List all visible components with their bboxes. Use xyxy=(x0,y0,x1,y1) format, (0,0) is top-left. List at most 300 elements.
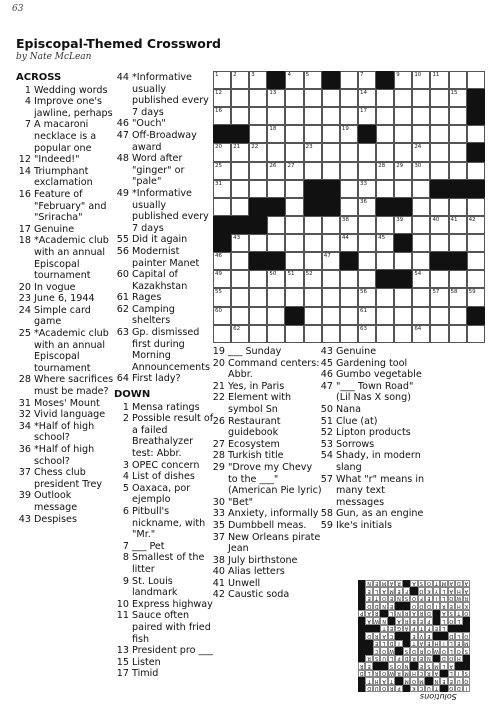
down-clues-column-3 xyxy=(318,346,428,532)
grid-cell[interactable] xyxy=(430,143,448,161)
solution-cell: M xyxy=(434,662,439,669)
grid-cell[interactable] xyxy=(467,234,485,252)
grid-cell[interactable] xyxy=(467,125,485,143)
grid-cell[interactable] xyxy=(340,89,358,107)
grid-cell[interactable] xyxy=(340,107,358,125)
clue-text: *Academic club with an annual Episcopal tournament xyxy=(34,328,109,374)
grid-cell[interactable] xyxy=(231,325,249,343)
cell-number: 41 xyxy=(450,216,458,223)
grid-cell[interactable] xyxy=(358,216,376,234)
clue-number: 15 xyxy=(116,656,129,668)
grid-cell[interactable] xyxy=(231,288,249,306)
clue-number: 14 xyxy=(18,165,31,177)
grid-cell[interactable] xyxy=(412,252,430,270)
grid-cell[interactable] xyxy=(449,325,467,343)
grid-cell[interactable] xyxy=(213,198,231,216)
grid-cell[interactable] xyxy=(358,252,376,270)
across-clue xyxy=(114,373,214,385)
down-clue xyxy=(318,358,428,370)
grid-cell[interactable] xyxy=(304,234,322,252)
solution-cell: O xyxy=(412,602,416,609)
solution-cell: I xyxy=(440,640,447,647)
grid-cell[interactable] xyxy=(340,288,358,306)
grid-cell[interactable] xyxy=(467,198,485,216)
solution-cell: N xyxy=(434,677,439,684)
across-clues-column-1 xyxy=(16,72,116,525)
clue-text: Genuine xyxy=(336,346,377,357)
grid-cell[interactable] xyxy=(394,288,412,306)
grid-cell[interactable] xyxy=(449,143,467,161)
across-clue xyxy=(16,282,116,294)
grid-cell[interactable] xyxy=(467,252,485,270)
grid-block xyxy=(376,71,394,89)
clue-text: Turkish title xyxy=(228,450,284,462)
grid-cell[interactable] xyxy=(322,252,340,270)
clue-number: 4 xyxy=(122,471,129,483)
solution-cell: R xyxy=(359,662,364,669)
grid-cell[interactable] xyxy=(285,288,303,306)
solution-cell: K xyxy=(463,602,470,609)
grid-cell[interactable] xyxy=(322,107,340,125)
grid-cell[interactable] xyxy=(358,180,376,198)
grid-cell[interactable] xyxy=(213,71,231,89)
grid-cell[interactable] xyxy=(376,325,394,343)
grid-cell[interactable] xyxy=(285,107,303,125)
grid-cell[interactable] xyxy=(304,270,322,288)
solution-cell: A xyxy=(433,670,440,677)
grid-cell[interactable] xyxy=(340,270,358,288)
grid-cell[interactable] xyxy=(430,89,448,107)
grid-cell[interactable] xyxy=(304,125,322,143)
grid-cell[interactable] xyxy=(213,325,231,343)
grid-cell[interactable] xyxy=(304,307,322,325)
grid-cell[interactable] xyxy=(322,89,340,107)
grid-cell[interactable] xyxy=(231,198,249,216)
grid-cell[interactable] xyxy=(358,89,376,107)
clue-text: Anxiety, informally xyxy=(228,508,319,520)
grid-cell[interactable] xyxy=(340,143,358,161)
grid-cell[interactable] xyxy=(340,198,358,216)
clue-text: Word after "ginger" or "pale" xyxy=(132,153,185,188)
grid-cell[interactable] xyxy=(340,162,358,180)
solution-cell: L xyxy=(365,670,372,677)
grid-cell[interactable] xyxy=(231,180,249,198)
grid-cell[interactable] xyxy=(267,325,285,343)
grid-block xyxy=(358,125,376,143)
grid-cell[interactable] xyxy=(231,252,249,270)
solution-cell: E xyxy=(425,595,432,602)
grid-cell[interactable] xyxy=(304,71,322,89)
grid-cell[interactable] xyxy=(430,234,448,252)
grid-cell[interactable] xyxy=(467,71,485,89)
grid-cell[interactable] xyxy=(412,307,430,325)
grid-cell[interactable] xyxy=(376,234,394,252)
down-clue xyxy=(318,416,428,428)
cell-number: 54 xyxy=(414,271,422,278)
grid-cell[interactable] xyxy=(249,143,267,161)
grid-cell[interactable] xyxy=(430,162,448,180)
grid-cell[interactable] xyxy=(412,89,430,107)
grid-block xyxy=(213,216,231,234)
solution-cell: Y xyxy=(433,587,440,594)
grid-cell[interactable] xyxy=(267,89,285,107)
down-clue xyxy=(114,599,214,611)
grid-cell[interactable] xyxy=(213,162,231,180)
grid-cell[interactable] xyxy=(449,107,467,125)
grid-cell[interactable] xyxy=(285,216,303,234)
grid-cell[interactable] xyxy=(267,270,285,288)
solution-cell: D xyxy=(367,602,372,609)
grid-cell[interactable] xyxy=(213,252,231,270)
grid-cell[interactable] xyxy=(322,325,340,343)
grid-cell[interactable] xyxy=(213,307,231,325)
grid-cell[interactable] xyxy=(304,162,322,180)
grid-cell[interactable] xyxy=(449,270,467,288)
cell-number: 11 xyxy=(432,72,440,78)
solution-cell: E xyxy=(388,602,395,609)
grid-cell[interactable] xyxy=(430,107,448,125)
grid-cell[interactable] xyxy=(412,198,430,216)
grid-cell[interactable] xyxy=(249,125,267,143)
clue-number: 31 xyxy=(18,397,31,409)
grid-cell[interactable] xyxy=(213,89,231,107)
solution-cell: A xyxy=(380,677,387,684)
solution-cell: R xyxy=(442,602,446,609)
grid-cell[interactable] xyxy=(358,288,376,306)
grid-cell[interactable] xyxy=(231,307,249,325)
clue-text: *Informative usually published every 7 days xyxy=(132,72,209,118)
grid-cell[interactable] xyxy=(213,107,231,125)
solution-cell: P xyxy=(395,685,402,692)
clue-number: 57 xyxy=(320,473,333,485)
grid-cell[interactable] xyxy=(322,216,340,234)
grid-cell[interactable] xyxy=(213,270,231,288)
grid-cell[interactable] xyxy=(376,162,394,180)
clue-text: Element with symbol Sn xyxy=(228,392,292,415)
grid-cell[interactable] xyxy=(430,71,448,89)
grid-cell[interactable] xyxy=(449,234,467,252)
grid-cell[interactable] xyxy=(231,270,249,288)
clue-text: Gp. dismissed first during Morning Announcements xyxy=(132,327,211,373)
grid-cell[interactable] xyxy=(412,143,430,161)
across-clue xyxy=(16,398,116,410)
grid-cell[interactable] xyxy=(430,307,448,325)
grid-cell[interactable] xyxy=(467,162,485,180)
grid-cell[interactable] xyxy=(449,307,467,325)
cell-number: 46 xyxy=(215,253,222,260)
grid-cell[interactable] xyxy=(430,270,448,288)
clue-text: "Ouch" xyxy=(132,118,166,130)
solution-cell: L xyxy=(388,655,395,662)
solution-cell: W xyxy=(374,617,380,624)
cell-number: 49 xyxy=(215,271,222,278)
grid-cell[interactable] xyxy=(285,143,303,161)
grid-cell[interactable] xyxy=(394,180,412,198)
grid-cell[interactable] xyxy=(267,288,285,306)
across-clue xyxy=(114,153,214,188)
grid-cell[interactable] xyxy=(449,71,467,89)
grid-cell[interactable] xyxy=(304,252,322,270)
grid-cell[interactable] xyxy=(249,288,267,306)
grid-cell[interactable] xyxy=(376,288,394,306)
grid-cell[interactable] xyxy=(394,143,412,161)
solution-cell: L xyxy=(448,640,455,647)
solution-cell: D xyxy=(456,580,461,587)
clue-text: Genuine xyxy=(34,223,75,235)
solution-cell: E xyxy=(365,587,372,594)
solution-cell: U xyxy=(382,655,386,662)
clue-text: Simple card game xyxy=(34,304,91,328)
grid-cell[interactable] xyxy=(449,125,467,143)
solution-block xyxy=(358,655,365,662)
solution-cell: O xyxy=(419,587,424,594)
grid-cell[interactable] xyxy=(394,307,412,325)
grid-cell[interactable] xyxy=(340,180,358,198)
down-clue xyxy=(210,381,322,393)
clue-number: 33 xyxy=(212,508,225,520)
down-clue xyxy=(114,668,214,680)
grid-cell[interactable] xyxy=(322,162,340,180)
clue-text: Feature of "February" and "Sriracha" xyxy=(34,188,107,224)
grid-cell[interactable] xyxy=(376,180,394,198)
grid-cell[interactable] xyxy=(467,288,485,306)
grid-cell[interactable] xyxy=(358,162,376,180)
clue-number: 20 xyxy=(212,357,225,369)
grid-cell[interactable] xyxy=(467,270,485,288)
grid-cell[interactable] xyxy=(304,288,322,306)
grid-cell[interactable] xyxy=(358,143,376,161)
grid-cell[interactable] xyxy=(267,143,285,161)
grid-cell[interactable] xyxy=(322,143,340,161)
grid-cell[interactable] xyxy=(213,288,231,306)
grid-cell[interactable] xyxy=(412,325,430,343)
clue-number: 28 xyxy=(212,450,225,462)
solution-cell: K xyxy=(410,685,417,692)
grid-cell[interactable] xyxy=(322,307,340,325)
grid-cell[interactable] xyxy=(376,252,394,270)
grid-cell[interactable] xyxy=(249,180,267,198)
grid-block xyxy=(249,252,267,270)
grid-cell[interactable] xyxy=(304,216,322,234)
across-clues-column-2 xyxy=(114,72,214,680)
grid-cell[interactable] xyxy=(267,234,285,252)
grid-cell[interactable] xyxy=(249,325,267,343)
grid-cell[interactable] xyxy=(285,89,303,107)
grid-cell[interactable] xyxy=(322,288,340,306)
grid-cell[interactable] xyxy=(285,325,303,343)
grid-cell[interactable] xyxy=(340,307,358,325)
grid-cell[interactable] xyxy=(412,71,430,89)
grid-cell[interactable] xyxy=(394,107,412,125)
grid-cell[interactable] xyxy=(285,270,303,288)
grid-cell[interactable] xyxy=(231,71,249,89)
clue-number: 48 xyxy=(116,153,129,165)
solution-cell: T xyxy=(373,595,380,602)
grid-cell[interactable] xyxy=(267,307,285,325)
grid-cell[interactable] xyxy=(467,216,485,234)
solution-block xyxy=(365,647,372,654)
grid-cell[interactable] xyxy=(267,125,285,143)
grid-cell[interactable] xyxy=(304,107,322,125)
grid-block xyxy=(322,180,340,198)
grid-cell[interactable] xyxy=(412,107,430,125)
grid-cell[interactable] xyxy=(249,71,267,89)
grid-cell[interactable] xyxy=(285,71,303,89)
cell-number: 51 xyxy=(287,271,295,278)
grid-block xyxy=(430,252,448,270)
grid-cell[interactable] xyxy=(412,180,430,198)
grid-cell[interactable] xyxy=(249,162,267,180)
grid-cell[interactable] xyxy=(467,325,485,343)
grid-block xyxy=(267,252,285,270)
grid-cell[interactable] xyxy=(285,125,303,143)
grid-cell[interactable] xyxy=(213,143,231,161)
grid-cell[interactable] xyxy=(394,71,412,89)
grid-cell[interactable] xyxy=(394,325,412,343)
grid-cell[interactable] xyxy=(394,216,412,234)
solution-cell: P xyxy=(358,610,365,617)
grid-cell[interactable] xyxy=(285,252,303,270)
grid-cell[interactable] xyxy=(394,162,412,180)
grid-cell[interactable] xyxy=(430,198,448,216)
solution-cell: O xyxy=(426,580,431,587)
grid-cell[interactable] xyxy=(304,143,322,161)
down-clue xyxy=(318,381,428,404)
solution-cell: R xyxy=(367,655,371,662)
solution-block xyxy=(358,685,365,692)
solution-cell: A xyxy=(463,587,470,594)
across-clue xyxy=(114,118,214,130)
grid-cell[interactable] xyxy=(231,89,249,107)
grid-cell[interactable] xyxy=(412,125,430,143)
grid-cell[interactable] xyxy=(376,216,394,234)
grid-cell[interactable] xyxy=(267,180,285,198)
solution-block xyxy=(403,580,410,587)
cell-number: 17 xyxy=(359,108,367,115)
grid-cell[interactable] xyxy=(213,180,231,198)
grid-cell[interactable] xyxy=(376,89,394,107)
solution-cell: E xyxy=(425,640,432,647)
grid-cell[interactable] xyxy=(304,325,322,343)
clue-number: 17 xyxy=(116,668,129,680)
solution-cell: C xyxy=(389,632,394,639)
grid-cell[interactable] xyxy=(322,125,340,143)
grid-cell[interactable] xyxy=(340,216,358,234)
clue-text: *Informative usually published every 7 days xyxy=(132,187,209,234)
grid-cell[interactable] xyxy=(412,288,430,306)
across-clue xyxy=(16,421,116,444)
solution-cell: T xyxy=(433,580,440,587)
grid-cell[interactable] xyxy=(285,162,303,180)
grid-block xyxy=(449,252,467,270)
grid-cell[interactable] xyxy=(231,107,249,125)
grid-cell[interactable] xyxy=(304,89,322,107)
solution-block xyxy=(403,632,410,639)
grid-cell[interactable] xyxy=(267,107,285,125)
crossword-grid[interactable] xyxy=(213,71,485,343)
grid-cell[interactable] xyxy=(358,270,376,288)
grid-cell[interactable] xyxy=(340,234,358,252)
grid-cell[interactable] xyxy=(358,234,376,252)
grid-cell[interactable] xyxy=(394,252,412,270)
solution-cell: A xyxy=(388,580,395,587)
grid-cell[interactable] xyxy=(231,162,249,180)
solution-block xyxy=(440,670,447,677)
grid-cell[interactable] xyxy=(376,143,394,161)
grid-cell[interactable] xyxy=(249,89,267,107)
down-clue xyxy=(114,471,214,483)
grid-cell[interactable] xyxy=(376,107,394,125)
grid-cell[interactable] xyxy=(231,143,249,161)
grid-cell[interactable] xyxy=(249,270,267,288)
grid-cell[interactable] xyxy=(358,307,376,325)
grid-cell[interactable] xyxy=(430,325,448,343)
clue-text: Mensa ratings xyxy=(132,401,200,413)
grid-cell[interactable] xyxy=(231,234,249,252)
grid-cell[interactable] xyxy=(285,198,303,216)
clue-text: Restaurant guidebook xyxy=(228,415,281,439)
grid-cell[interactable] xyxy=(322,234,340,252)
grid-cell[interactable] xyxy=(449,216,467,234)
grid-cell[interactable] xyxy=(340,325,358,343)
grid-cell[interactable] xyxy=(449,288,467,306)
grid-cell[interactable] xyxy=(267,162,285,180)
grid-block xyxy=(467,307,485,325)
grid-cell[interactable] xyxy=(449,198,467,216)
solution-cell: O xyxy=(464,610,469,617)
grid-cell[interactable] xyxy=(285,234,303,252)
across-clue xyxy=(16,119,116,154)
grid-cell[interactable] xyxy=(449,89,467,107)
grid-cell[interactable] xyxy=(285,180,303,198)
clue-number: 23 xyxy=(18,293,31,305)
grid-cell[interactable] xyxy=(430,288,448,306)
solution-cell: H xyxy=(456,655,461,662)
grid-cell[interactable] xyxy=(412,216,430,234)
grid-cell[interactable] xyxy=(430,125,448,143)
solution-cell: T xyxy=(380,625,387,632)
clue-number: 24 xyxy=(18,304,31,316)
grid-cell[interactable] xyxy=(267,216,285,234)
grid-cell[interactable] xyxy=(376,307,394,325)
clue-text: Wedding words xyxy=(34,84,108,96)
grid-cell[interactable] xyxy=(430,216,448,234)
grid-cell[interactable] xyxy=(358,198,376,216)
grid-cell[interactable] xyxy=(249,307,267,325)
grid-cell[interactable] xyxy=(376,125,394,143)
clue-number: 36 xyxy=(18,444,31,455)
grid-cell[interactable] xyxy=(412,234,430,252)
solution-cell: A xyxy=(380,632,387,639)
solution-block xyxy=(395,632,402,639)
solution-cell: N xyxy=(427,655,431,662)
grid-cell[interactable] xyxy=(249,107,267,125)
grid-cell[interactable] xyxy=(322,270,340,288)
grid-cell[interactable] xyxy=(249,234,267,252)
grid-cell[interactable] xyxy=(412,162,430,180)
grid-cell[interactable] xyxy=(394,89,412,107)
grid-cell[interactable] xyxy=(449,162,467,180)
grid-cell[interactable] xyxy=(358,325,376,343)
grid-cell[interactable] xyxy=(358,71,376,89)
grid-cell[interactable] xyxy=(394,125,412,143)
grid-cell[interactable] xyxy=(340,71,358,89)
grid-cell[interactable] xyxy=(412,270,430,288)
solution-cell: E xyxy=(373,640,380,647)
down-clue xyxy=(114,552,214,575)
grid-cell[interactable] xyxy=(340,125,358,143)
grid-cell[interactable] xyxy=(358,107,376,125)
